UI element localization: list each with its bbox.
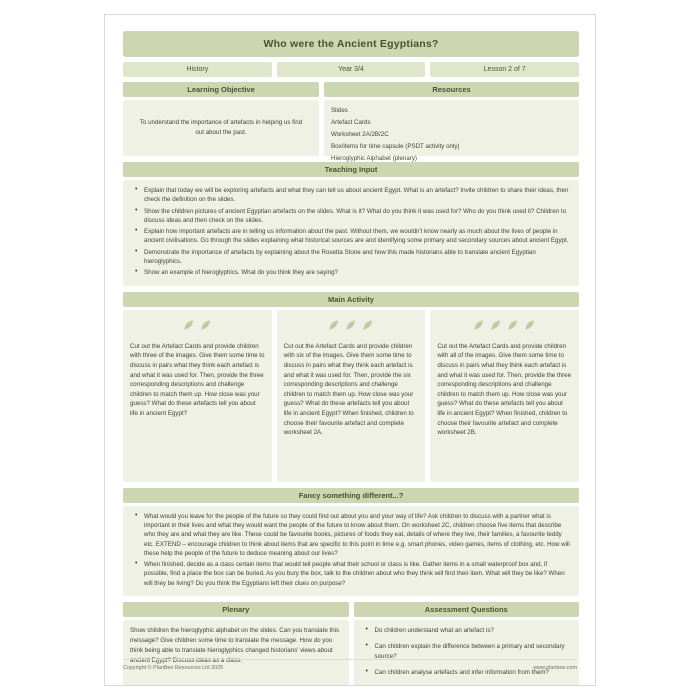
main-activity-heading: Main Activity — [123, 292, 579, 307]
list-item: • Show an example of hieroglyphics. What do you think they are saying? — [139, 268, 572, 277]
resource-item: Slides — [331, 107, 348, 114]
teaching-input-list — [130, 186, 572, 278]
main-activity-text-3: Cut out the Artefact Cards and provide children with all of the images. Give them some time to discuss in pairs what they think each artefact is and what it was used for. Then, provide the three corresponding descriptions and challenge children to match them up. How close was your guess? What do these artefacts tell you about life in ancient Egypt? When finished, children to choose their favourite artefact and complete worksheet 2B. — [437, 342, 572, 437]
leaf-icon — [490, 318, 502, 330]
teaching-input-heading: Teaching Input — [123, 162, 579, 177]
page-content — [123, 31, 579, 686]
plenary-assessment-row — [123, 602, 579, 686]
meta-subject: History — [123, 62, 272, 77]
difficulty-icons-1 — [123, 310, 272, 338]
leaf-icon — [473, 318, 485, 330]
fancy-something-list — [130, 512, 572, 588]
objective-resources-row — [123, 82, 579, 163]
list-item: • Show the children pictures of ancient Egyptian artefacts on the slides. What is it? What do you think it was used for? Who do you think used it? Children to discuss ideas and then check on the slides. — [139, 207, 572, 226]
resources-section — [324, 82, 579, 163]
plenary-heading: Plenary — [123, 602, 349, 617]
main-activity-column-2 — [277, 310, 426, 482]
leaf-icon — [328, 318, 340, 330]
teaching-input-body — [123, 180, 579, 286]
worksheet-page — [104, 14, 596, 686]
meta-lesson: Lesson 2 of 7 — [430, 62, 579, 77]
main-activity-columns — [123, 310, 579, 482]
resource-item: Worksheet 2A/2B/2C — [331, 131, 389, 139]
main-activity-column-1 — [123, 310, 272, 482]
list-item: • Explain how important artefacts are in telling us information about the past. Without them, we wouldn't know nearly as much about the lives of people in ancient civilisations. Go through the slides explaining what historical sources are and identifying some primary and secondary sources about ancient Egypt. — [139, 227, 572, 246]
leaf-icon — [362, 318, 374, 330]
assessment-body — [354, 620, 580, 686]
page-title: Who were the Ancient Egyptians? — [123, 31, 579, 57]
plenary-section — [123, 602, 349, 686]
resources-list — [324, 100, 579, 163]
footer-website: www.planbee.com — [533, 665, 577, 671]
leaf-icon — [200, 318, 212, 330]
meta-year: Year 3/4 — [277, 62, 426, 77]
resources-heading: Resources — [324, 82, 579, 97]
learning-objective-section — [123, 82, 319, 156]
fancy-something-heading: Fancy something different...? — [123, 488, 579, 503]
list-item: • Explain that today we will be exploring artefacts and what they can tell us about ancient Egypt. What is an artefact? Invite children to share their ideas, then check the definition on the slides. — [139, 186, 572, 205]
footer-copyright: Copyright © PlanBee Resources Ltd 2025 — [123, 665, 224, 671]
main-activity-text-1: Cut out the Artefact Cards and provide children with three of the images. Give them some time to discuss in pairs what they think each artefact is and what it was used for. Then, provide the three corresponding descriptions and challenge children to match them up. How close was your guess? What do these artefacts tell you about life in ancient Egypt? — [130, 342, 265, 417]
resource-item: Hieroglyphic Alphabet (plenary) — [331, 155, 417, 163]
difficulty-icons-3 — [430, 310, 579, 338]
meta-row — [123, 62, 579, 77]
assessment-section — [354, 602, 580, 686]
difficulty-icons-2 — [277, 310, 426, 338]
learning-objective-heading: Learning Objective — [123, 82, 319, 97]
resource-item: Artefact Cards — [331, 119, 371, 127]
list-item: • When finished, decide as a class certain items that would tell people what their school or class is like. Gather items in a small waterproof box and, if possible, find a place the box can be buried. As you bury the box, talk to the children about who they think will find their item. What will they be like? When will they be living? Do you think the Egyptians left their clues on purpose? — [139, 560, 572, 588]
leaf-icon — [524, 318, 536, 330]
main-activity-text-2: Cut out the Artefact Cards and provide children with six of the images. Give them some time to discuss in pairs what they think each artefact is and what it was used for. Then, provide the six corresponding descriptions and challenge children to match them up. How close was your guess? What do these artefacts tell you about life in ancient Egypt? When finished, children to choose their favourite artefact and complete worksheet 2A. — [283, 342, 414, 437]
page-footer — [123, 659, 577, 671]
assessment-heading: Assessment Questions — [354, 602, 580, 617]
list-item: • Do children understand what an artefact is? — [370, 626, 573, 635]
leaf-icon — [507, 318, 519, 330]
learning-objective-text: To understand the importance of artefacts in helping us find out about the past. — [123, 100, 319, 156]
leaf-icon — [345, 318, 357, 330]
main-activity-column-3 — [430, 310, 579, 482]
fancy-something-body — [123, 506, 579, 596]
plenary-text: Show children the hieroglyphic alphabet on the slides. Can you translate this message? Give children some time to translate the message. How do you think being able to translate hieroglyphics changed historians' views about ancient Egypt? Discuss ideas as a class. — [123, 620, 349, 686]
leaf-icon — [183, 318, 195, 330]
list-item: • Demonstrate the importance of artefacts by explaining about the Rosetta Stone and how this made historians able to translate ancient Egyptian hieroglyphics. — [139, 248, 572, 267]
list-item: • Can children explain the difference between a primary and secondary source? — [370, 642, 573, 661]
list-item: • What would you leave for the people of the future so they could find out about you and your way of life? Ask children to discuss with a partner what is important in their lives and what they would want the people of the future to know about them. On worksheet 2C, children choose five items that describe who they are and what they are like. These could be favourite books, pictures of foods they eat, details of where they live, their families, a favourite teddy etc. EXTEND – encourage children to think about items that are specific to this point in time e.g. smart phones, video games, items of clothing, etc. How will these help the people of the future to deduce meaning about our lives? — [139, 512, 572, 558]
resource-item: Box/items for time capsule (PSDT activity only) — [331, 143, 460, 151]
list-item: • Can children analyse artefacts and infer information from them? — [370, 668, 573, 677]
